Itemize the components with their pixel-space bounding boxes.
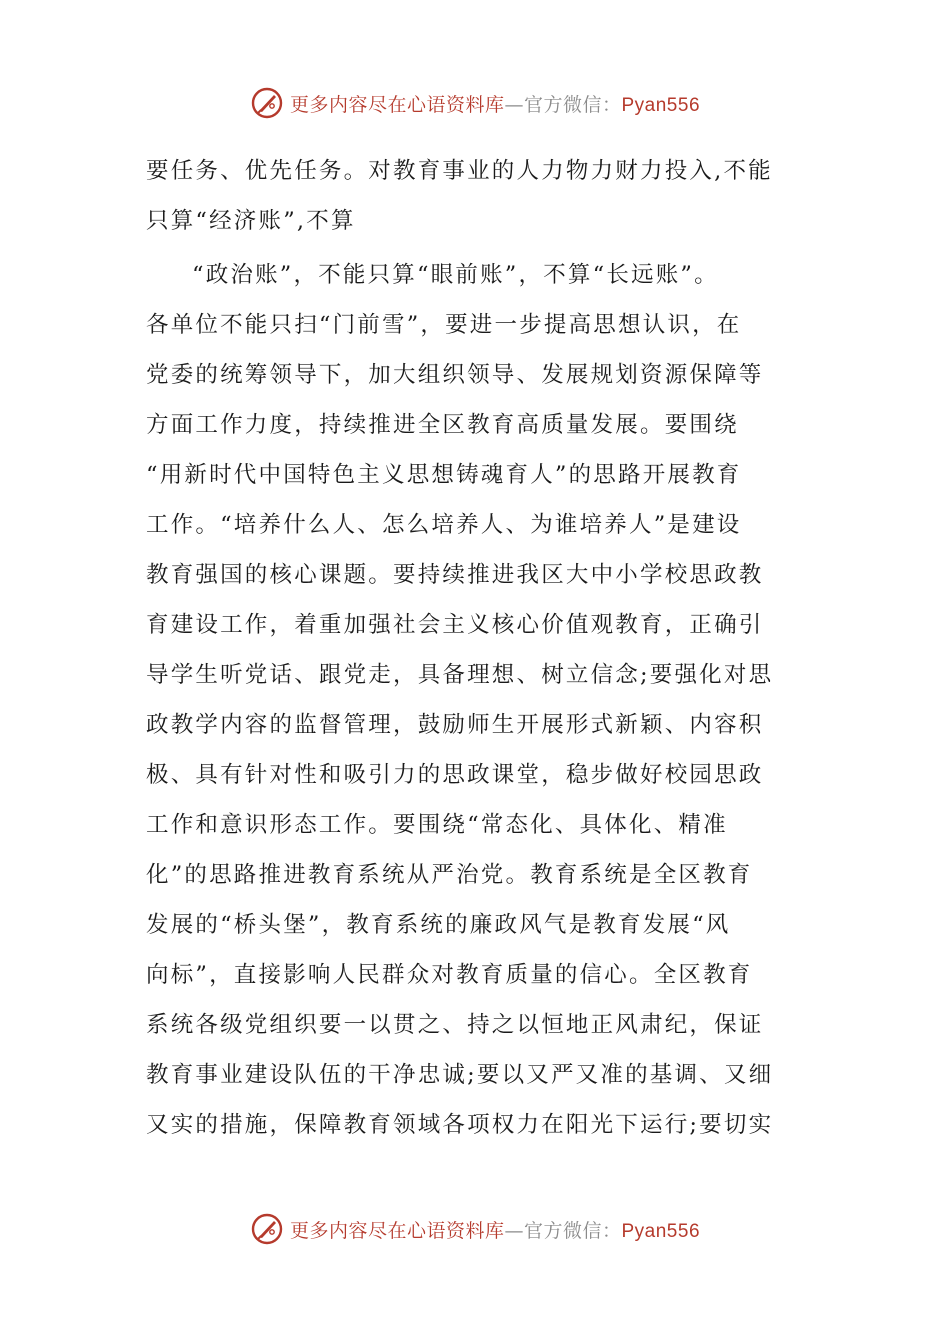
header-watermark bbox=[0, 86, 950, 120]
watermark-label: 官方微信： bbox=[523, 93, 622, 116]
watermark-id: Pyan556 bbox=[621, 1220, 701, 1242]
text-line: 政教学内容的监督管理，鼓励师生开展形式新颖、内容积 bbox=[146, 712, 764, 738]
text-line: 工作。“培养什么人、怎么培养人、为谁培养人”是建设 bbox=[146, 512, 742, 538]
text-line: 只算“经济账”,不算 bbox=[146, 208, 356, 234]
text-line: 化”的思路推进教育系统从严治党。教育系统是全区教育 bbox=[146, 862, 753, 888]
text-line: 系统各级党组织要一以贯之、持之以恒地正风肃纪，保证 bbox=[146, 1012, 764, 1038]
watermark-brand: 更多内容尽在心语资料库 bbox=[289, 1219, 505, 1242]
quill-seal-icon bbox=[250, 1212, 284, 1246]
text-line: 方面工作力度，持续推进全区教育高质量发展。要围绕 bbox=[146, 412, 739, 438]
watermark-brand: 更多内容尽在心语资料库 bbox=[289, 93, 505, 116]
footer-watermark bbox=[0, 1212, 950, 1246]
text-line: 工作和意识形态工作。要围绕“常态化、具体化、精准 bbox=[146, 812, 728, 838]
quill-seal-icon bbox=[250, 86, 284, 120]
watermark-label: 官方微信： bbox=[523, 1219, 622, 1242]
text-line: 发展的“桥头堡”，教育系统的廉政风气是教育发展“风 bbox=[146, 912, 731, 938]
text-line: 教育事业建设队伍的干净忠诚;要以又严又准的基调、又细 bbox=[146, 1062, 774, 1088]
document-body bbox=[146, 150, 806, 1154]
text-line: 极、具有针对性和吸引力的思政课堂，稳步做好校园思政 bbox=[146, 762, 764, 788]
text-line: 向标”，直接影响人民群众对教育质量的信心。全区教育 bbox=[146, 962, 753, 988]
watermark-separator: — bbox=[504, 1219, 524, 1242]
text-line: “用新时代中国特色主义思想铸魂育人”的思路开展教育 bbox=[146, 462, 742, 488]
text-line: 要任务、优先任务。对教育事业的人力物力财力投入,不能 bbox=[146, 158, 773, 184]
text-line: 各单位不能只扫“门前雪”，要进一步提高思想认识，在 bbox=[146, 312, 742, 338]
text-line: 党委的统筹领导下，加大组织领导、发展规划资源保障等 bbox=[146, 362, 764, 388]
text-line: 育建设工作，着重加强社会主义核心价值观教育，正确引 bbox=[146, 612, 764, 638]
text-line: 教育强国的核心课题。要持续推进我区大中小学校思政教 bbox=[146, 562, 764, 588]
text-line: “政治账”，不能只算“眼前账”，不算“长远账”。 bbox=[192, 262, 719, 288]
text-line: 导学生听党话、跟党走，具备理想、树立信念;要强化对思 bbox=[146, 662, 774, 688]
text-line: 又实的措施，保障教育领域各项权力在阳光下运行;要切实 bbox=[146, 1112, 774, 1138]
watermark-separator: — bbox=[504, 93, 524, 116]
watermark-id: Pyan556 bbox=[621, 94, 701, 116]
